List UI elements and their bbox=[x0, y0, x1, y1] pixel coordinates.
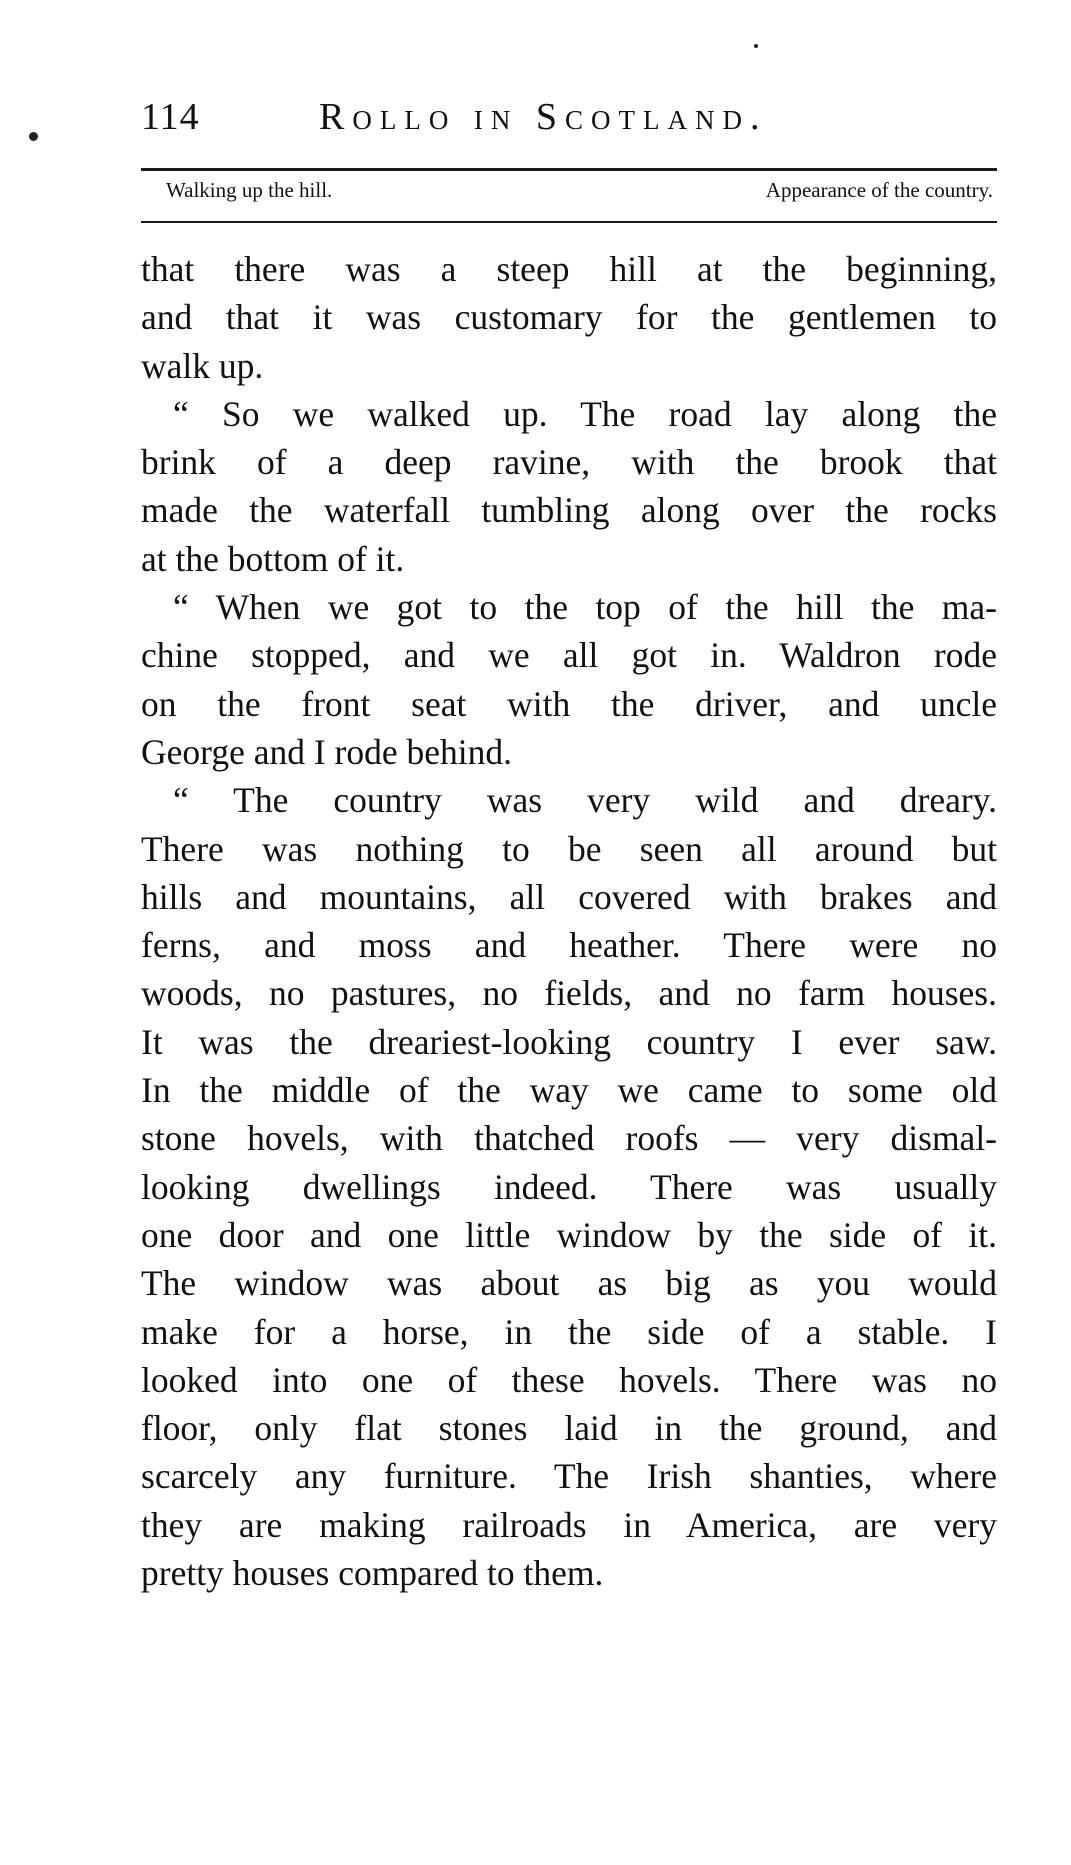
text-line: In the middle of the way we came to some old bbox=[141, 1070, 997, 1111]
text-line: scarcely any furniture. The Irish shanties, where bbox=[141, 1456, 997, 1497]
ink-speck bbox=[754, 44, 758, 48]
text-line: one door and one little window by the side of it. bbox=[141, 1214, 997, 1255]
text-line: George and I rode behind. bbox=[141, 731, 512, 772]
text-line: pretty houses compared to them. bbox=[141, 1553, 604, 1594]
text-line: woods, no pastures, no fields, and no farm houses. bbox=[141, 973, 997, 1014]
text-line: on the front seat with the driver, and uncle bbox=[141, 683, 997, 724]
page-number: 114 bbox=[141, 96, 200, 138]
text-line: hills and mountains, all covered with brakes and bbox=[141, 876, 997, 917]
text-line: looking dwellings indeed. There was usually bbox=[141, 1166, 997, 1207]
text-line: looked into one of these hovels. There was no bbox=[141, 1359, 997, 1400]
book-title: Rollo in Scotland. bbox=[319, 96, 768, 138]
header-bottom-rule bbox=[141, 221, 997, 223]
text-line: “ The country was very wild and dreary. bbox=[173, 780, 997, 821]
text-line: “ When we got to the top of the hill the ma- bbox=[173, 587, 997, 628]
text-line: brink of a deep ravine, with the brook that bbox=[141, 442, 997, 483]
text-line: There was nothing to be seen all around but bbox=[141, 828, 997, 869]
text-line: floor, only flat stones laid in the ground, and bbox=[141, 1408, 997, 1449]
text-line: at the bottom of it. bbox=[141, 538, 405, 579]
text-line: they are making railroads in America, are very bbox=[141, 1504, 997, 1545]
right-subhead: Appearance of the country. bbox=[765, 178, 993, 202]
text-line: ferns, and moss and heather. There were no bbox=[141, 925, 997, 966]
header-top-rule bbox=[141, 168, 997, 171]
text-line: stone hovels, with thatched roofs — very dismal- bbox=[141, 1118, 997, 1159]
text-line: chine stopped, and we all got in. Waldron rode bbox=[141, 635, 997, 676]
text-line: “ So we walked up. The road lay along the bbox=[173, 393, 997, 434]
left-subhead: Walking up the hill. bbox=[166, 178, 333, 202]
text-line: made the waterfall tumbling along over the rocks bbox=[141, 490, 997, 531]
body-text bbox=[141, 245, 997, 1597]
text-line: and that it was customary for the gentlemen to bbox=[141, 297, 997, 338]
text-line: It was the dreariest-looking country I ever saw. bbox=[141, 1021, 997, 1062]
text-line: that there was a steep hill at the beginning, bbox=[141, 249, 997, 289]
running-head bbox=[141, 95, 1001, 145]
text-line: The window was about as big as you would bbox=[141, 1263, 997, 1304]
ink-speck bbox=[29, 132, 38, 141]
text-line: walk up. bbox=[141, 345, 264, 386]
text-line: make for a horse, in the side of a stable. I bbox=[141, 1311, 997, 1352]
